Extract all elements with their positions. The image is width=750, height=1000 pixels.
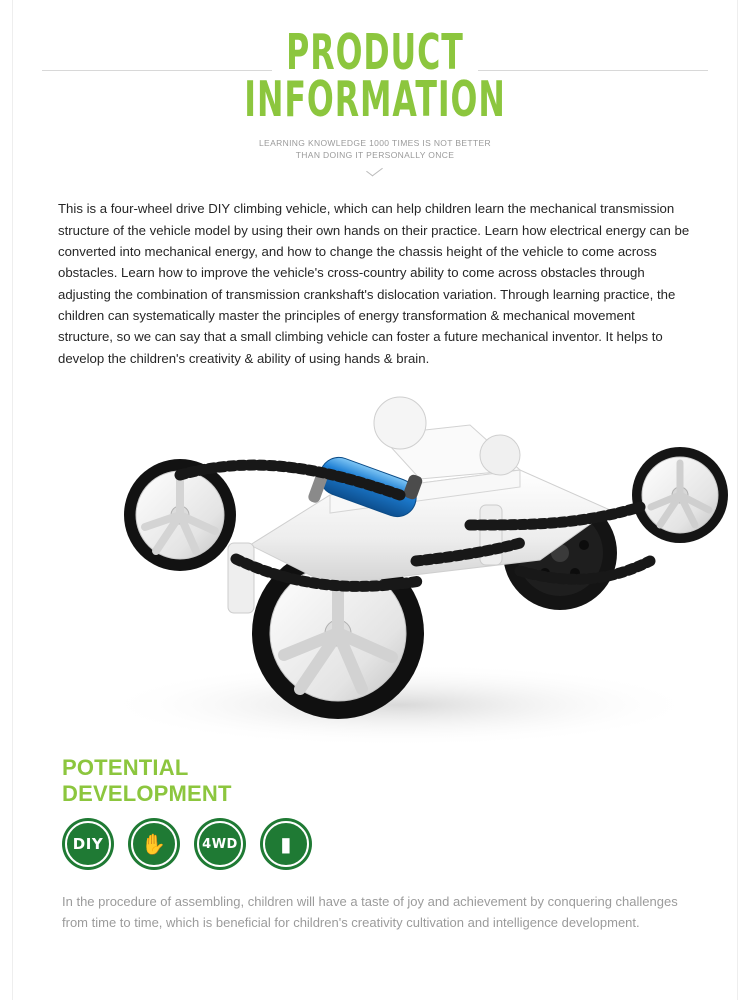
- product-description: This is a four-wheel drive DIY climbing vehicle, which can help children learn the mechanical transmission structure of the vehicle model by using their own hands on their practice. Learn how electrical energy can be converted into mechanical energy, and how to change the chassis height of the vehicle to come across obstacles. Learn how to improve the vehicle's cross-country ability to come across obstacles through adjusting the combination of transmission crankshaft's dislocation variation. Through learning practice, the children can systematically master the principles of energy transformation & mechanical movement structure, so we can say that a small climbing vehicle can foster a future mechanical inventor. It helps to develop the children's creativity & ability of using hands & brain.: [58, 201, 690, 366]
- header-subtitle-line-2: THAN DOING IT PERSONALLY ONCE: [295, 150, 455, 161]
- four-wheel-drive-badge-label: 4WD: [202, 836, 238, 852]
- header-subtitle: [0, 137, 750, 163]
- product-illustration: [0, 375, 750, 755]
- potential-heading-line-1: POTENTIAL: [62, 755, 189, 781]
- four-wheel-drive-badge: [194, 818, 246, 870]
- product-image: [0, 375, 750, 755]
- battery-badge-icon: ▮: [280, 832, 292, 857]
- header-subtitle-line-1: LEARNING KNOWLEDGE 1000 TIMES IS NOT BETTER: [258, 137, 491, 148]
- footer-note: In the procedure of assembling, children will have a taste of joy and achievement by conquering challenges from time to time, which is beneficial for children's creativity cultivation and intelligence development.: [62, 894, 678, 930]
- page-title-line-2: INFORMATION: [244, 71, 506, 130]
- chevron-down-icon: [367, 166, 383, 176]
- wheel-far-right: [632, 447, 728, 543]
- potential-heading-line-2: DEVELOPMENT: [62, 780, 232, 806]
- page-title: [0, 24, 750, 130]
- page-header: [0, 0, 750, 176]
- page-title-line-1: PRODUCT: [286, 24, 464, 83]
- badge-list: [62, 818, 750, 870]
- diy-badge-label: DIY: [72, 834, 104, 853]
- hands-on-badge: [128, 818, 180, 870]
- hands-on-badge-icon: ✋: [141, 832, 167, 857]
- potential-development-heading: [62, 755, 750, 806]
- potential-development-section: [62, 755, 750, 870]
- battery-badge: [260, 818, 312, 870]
- diy-badge: [62, 818, 114, 870]
